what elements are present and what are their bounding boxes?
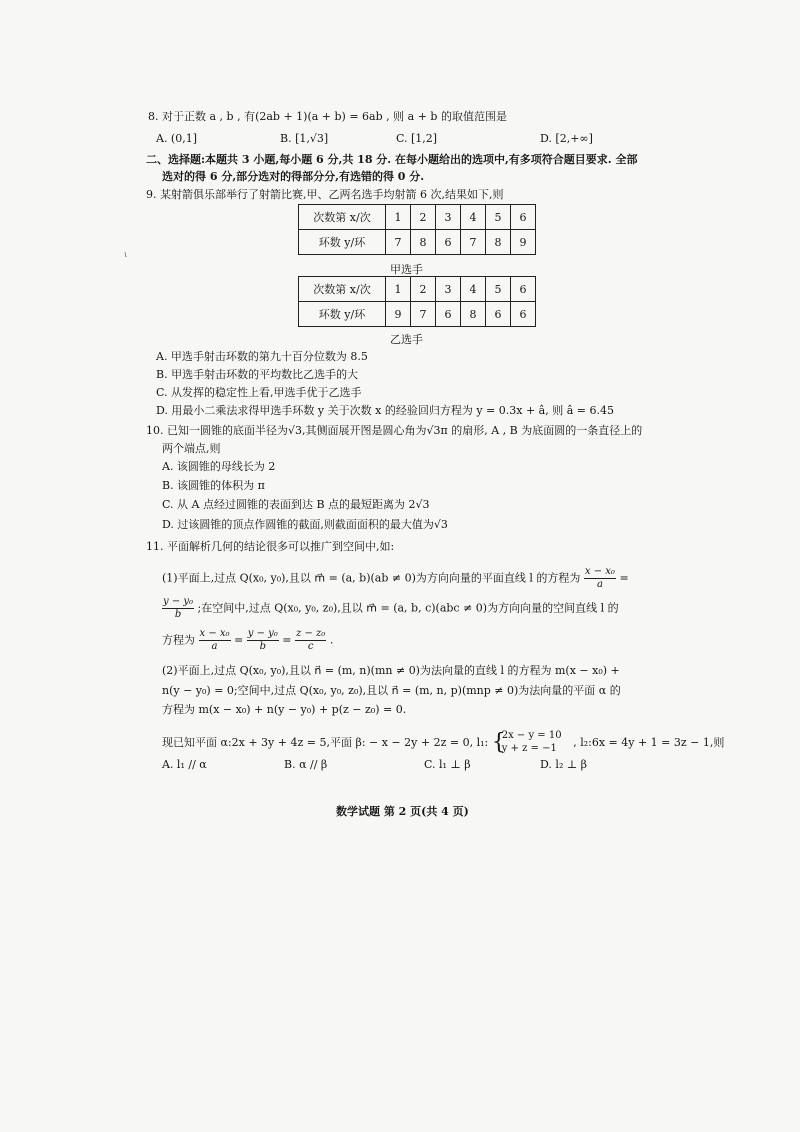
table-cell: 6	[511, 205, 536, 230]
q11-p1-text2: ;在空间中,过点 Q(x₀, y₀, z₀),且以 m⃗ = (a, b, c)(abc ≠ 0)为方向向量的空间直线 l 的	[197, 601, 619, 615]
table-cell: 5	[486, 277, 511, 302]
table-header-cell: 环数 y/环	[299, 302, 386, 327]
q11-p1-line2	[162, 596, 619, 621]
table-header-cell: 次数第 x/次	[299, 205, 386, 230]
table-cell: 2	[411, 205, 436, 230]
system-eq-2: y + z = −1	[501, 743, 557, 754]
fraction-numerator: y − y₀	[247, 628, 278, 639]
q11-p1-text3: 方程为	[162, 633, 195, 647]
q10-stem-line2: 两个端点,则	[162, 442, 221, 455]
table-header-cell: 环数 y/环	[299, 230, 386, 255]
fraction	[247, 628, 279, 653]
fraction	[199, 628, 231, 653]
equals-sign: =	[282, 633, 292, 647]
q11-p1-text: (1)平面上,过点 Q(x₀, y₀),且以 m⃗ = (a, b)(ab ≠ 0)为方向向量的平面直线 l 的方程为	[162, 571, 581, 585]
q9-option-a: A. 甲选手射击环数的第九十百分位数为 8.5	[156, 350, 368, 363]
q8-stem: 8. 对于正数 a , b , 有(2ab + 1)(a + b) = 6ab , 则 a + b 的取值范围是	[148, 110, 507, 123]
q8-option-d: D. [2,+∞]	[540, 132, 593, 145]
fraction-numerator: z − z₀	[296, 628, 326, 639]
period: .	[329, 633, 334, 647]
q8-option-b: B. [1,√3]	[280, 132, 329, 145]
q11-given-post: , l₂:6x = 4y + 1 = 3z − 1,则	[573, 736, 725, 749]
q10-stem-line1: 10. 已知一圆锥的底面半径为√3,其侧面展开图是圆心角为√3π 的扇形, A , B 为底面圆的一条直径上的	[146, 424, 643, 437]
q11-p2-line1: (2)平面上,过点 Q(x₀, y₀),且以 n⃗ = (m, n)(mn ≠ 0)为法向量的直线 l 的方程为 m(x − x₀) +	[162, 664, 620, 677]
table-row	[299, 230, 536, 255]
page-footer: 数学试题 第 2 页(共 4 页)	[336, 805, 469, 818]
brace-icon: {	[491, 730, 506, 755]
q11-options	[162, 758, 762, 772]
table-cell: 7	[461, 230, 486, 255]
table-cell: 4	[461, 205, 486, 230]
q8-option-c: C. [1,2]	[396, 132, 438, 145]
fraction-denominator: b	[259, 641, 266, 652]
equals-sign: =	[619, 571, 629, 585]
q9-table-a	[298, 204, 536, 255]
table-cell: 9	[511, 230, 536, 255]
table-row	[299, 205, 536, 230]
table-cell: 8	[411, 230, 436, 255]
table-cell: 3	[436, 205, 461, 230]
q11-p2-line3: 方程为 m(x − x₀) + n(y − y₀) + p(z − z₀) = 0.	[162, 703, 407, 716]
q11-p1-line3	[162, 628, 333, 653]
fraction-denominator: a	[211, 641, 218, 652]
q11-p1-line1	[162, 566, 629, 591]
fraction-denominator: b	[174, 609, 182, 620]
q9-option-c: C. 从发挥的稳定性上看,甲选手优于乙选手	[156, 386, 362, 399]
q9-option-d: D. 用最小二乘法求得甲选手环数 y 关于次数 x 的经验回归方程为 y = 0.3x + â, 则 â = 6.45	[156, 404, 614, 417]
q11-given	[162, 730, 724, 756]
table-cell: 6	[486, 302, 511, 327]
q9-table-a-caption: 甲选手	[390, 263, 423, 276]
q11-stem: 11. 平面解析几何的结论很多可以推广到空间中,如:	[146, 540, 395, 553]
q11-option-d: D. l₂ ⊥ β	[540, 758, 588, 771]
equals-sign: =	[234, 633, 244, 647]
q8-options	[156, 132, 756, 146]
q9-option-b: B. 甲选手射击环数的平均数比乙选手的大	[156, 368, 359, 381]
q9-stem: 9. 某射箭俱乐部举行了射箭比赛,甲、乙两名选手均射箭 6 次,结果如下,则	[146, 188, 504, 201]
table-cell: 4	[461, 277, 486, 302]
table-cell: 2	[411, 277, 436, 302]
table-cell: 8	[461, 302, 486, 327]
fraction	[162, 596, 194, 621]
fraction	[295, 628, 326, 653]
q11-option-a: A. l₁ // α	[162, 758, 207, 771]
table-row	[299, 302, 536, 327]
system-eq-1: 2x − y = 10	[501, 730, 562, 741]
table-cell: 7	[411, 302, 436, 327]
margin-mark: ι	[124, 250, 128, 259]
q10-option-a: A. 该圆锥的母线长为 2	[162, 460, 276, 473]
q8-option-a: A. (0,1]	[156, 132, 198, 145]
table-row	[299, 277, 536, 302]
table-cell: 1	[386, 277, 411, 302]
section2-line1: 二、选择题:本题共 3 小题,每小题 6 分,共 18 分. 在每小题给出的选项中,有多项符合题目要求. 全部	[146, 153, 638, 166]
fraction	[584, 566, 616, 591]
fraction-numerator: x − x₀	[584, 566, 615, 577]
table-cell: 8	[486, 230, 511, 255]
table-cell: 6	[511, 302, 536, 327]
fraction-numerator: x − x₀	[199, 628, 230, 639]
q10-option-d: D. 过该圆锥的顶点作圆锥的截面,则截面面积的最大值为√3	[162, 518, 448, 531]
table-cell: 6	[511, 277, 536, 302]
q11-option-b: B. α // β	[284, 758, 328, 771]
q11-given-pre: 现已知平面 α:2x + 3y + 4z = 5,平面 β: − x − 2y + 2z = 0, l₁:	[162, 736, 489, 749]
fraction-denominator: a	[596, 579, 603, 590]
fraction-numerator: y − y₀	[163, 596, 194, 607]
table-header-cell: 次数第 x/次	[299, 277, 386, 302]
table-cell: 9	[386, 302, 411, 327]
table-cell: 6	[436, 230, 461, 255]
table-cell: 5	[486, 205, 511, 230]
equation-system	[492, 730, 570, 756]
q10-option-b: B. 该圆锥的体积为 π	[162, 479, 265, 492]
section2-line2: 选对的得 6 分,部分选对的得部分分,有选错的得 0 分.	[162, 170, 425, 183]
table-cell: 7	[386, 230, 411, 255]
q11-p2-line2: n(y − y₀) = 0;空间中,过点 Q(x₀, y₀, z₀),且以 n⃗ = (m, n, p)(mnp ≠ 0)为法向量的平面 α 的	[162, 684, 621, 697]
q10-option-c: C. 从 A 点经过圆锥的表面到达 B 点的最短距离为 2√3	[162, 498, 430, 511]
q9-table-b	[298, 276, 536, 327]
q9-table-b-caption: 乙选手	[390, 333, 423, 346]
table-cell: 6	[436, 302, 461, 327]
q11-option-c: C. l₁ ⊥ β	[424, 758, 471, 771]
table-cell: 3	[436, 277, 461, 302]
fraction-denominator: c	[307, 641, 314, 652]
table-cell: 1	[386, 205, 411, 230]
